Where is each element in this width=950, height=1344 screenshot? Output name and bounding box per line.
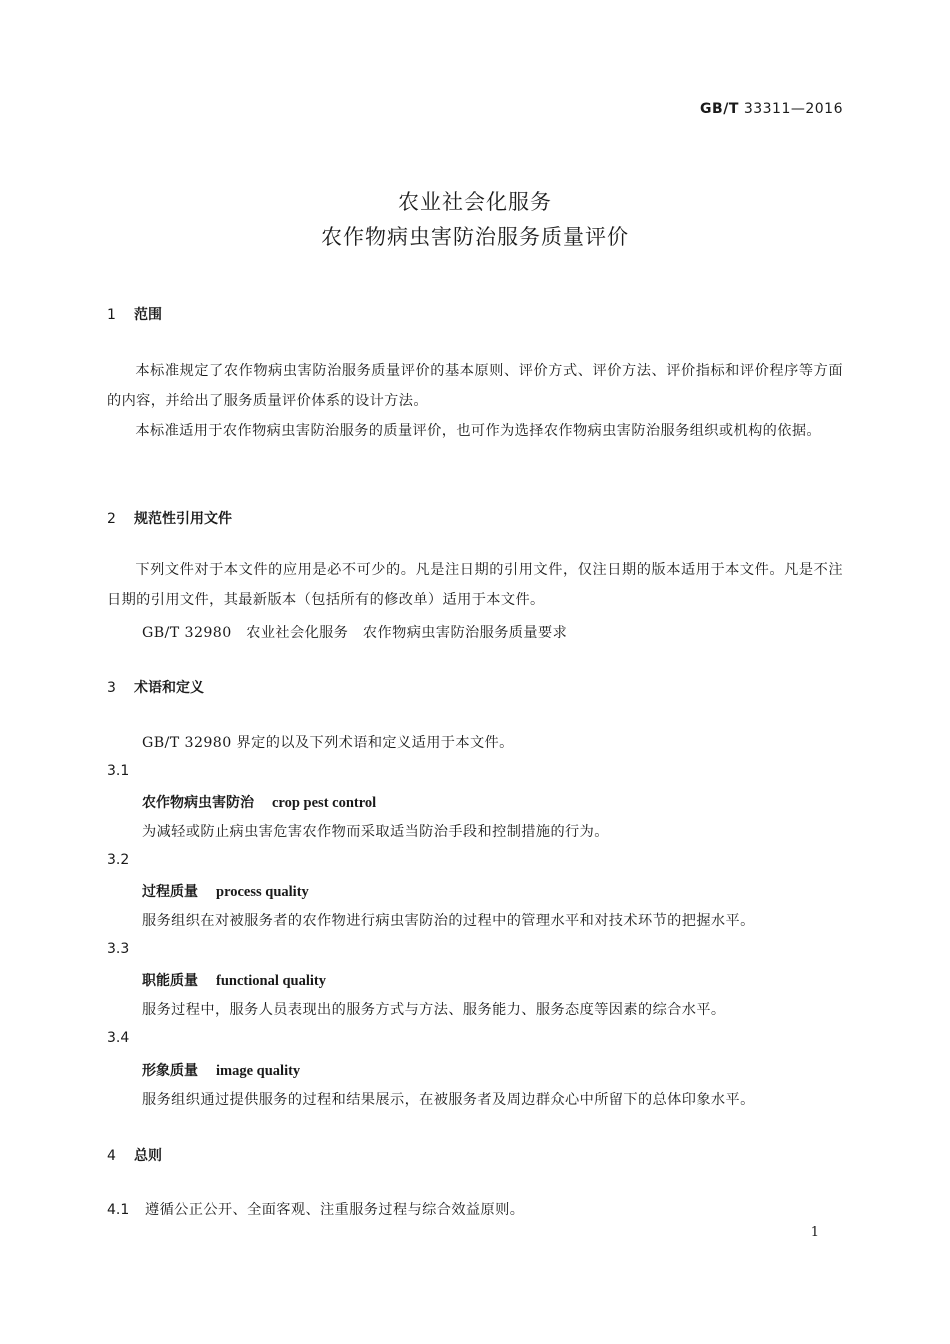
term-definition: 服务组织通过提供服务的过程和结果展示，在被服务者及周边群众心中所留下的总体印象水平。 — [142, 1092, 755, 1108]
clause-number: 4.1 — [107, 1202, 130, 1218]
section-1-title: 范围 — [134, 307, 162, 323]
term-definition: 服务过程中，服务人员表现出的服务方式与方法、服务能力、服务态度等因素的综合水平。 — [142, 1002, 726, 1018]
clause-text: 遵循公正公开、全面客观、注重服务过程与综合效益原则。 — [145, 1202, 525, 1218]
term-name-zh: 职能质量 — [142, 973, 198, 989]
term-number: 3.3 — [107, 941, 130, 957]
term-name-zh: 农作物病虫害防治 — [142, 795, 254, 811]
clause-4-1 — [107, 1199, 524, 1219]
term-definition: 为减轻或防止病虫害危害农作物而采取适当防治手段和控制措施的行为。 — [142, 824, 609, 840]
section-1-number: 1 — [107, 307, 116, 323]
section-3-number: 3 — [107, 680, 116, 696]
term-definition: 服务组织在对被服务者的农作物进行病虫害防治的过程中的管理水平和对技术环节的把握水平。 — [142, 913, 755, 929]
term-name — [142, 881, 309, 901]
term-name-en: crop pest control — [272, 795, 377, 811]
term-name — [142, 970, 326, 990]
section-1-paragraph-2: 本标准适用于农作物病虫害防治服务的质量评价，也可作为选择农作物病虫害防治服务组织或机构的依据。 — [135, 423, 822, 439]
term-number: 3.1 — [107, 763, 130, 779]
section-2-title: 规范性引用文件 — [134, 511, 232, 527]
term-name-zh: 形象质量 — [142, 1063, 198, 1079]
term-name-en: process quality — [216, 884, 309, 900]
term-number: 3.4 — [107, 1030, 130, 1046]
standard-code-number: 33311—2016 — [743, 101, 843, 117]
section-4-title: 总则 — [134, 1148, 162, 1164]
page-number: 1 — [810, 1225, 819, 1240]
term-number: 3.2 — [107, 852, 130, 868]
standard-code-prefix: GB/T — [700, 101, 739, 117]
section-1-heading — [107, 304, 162, 324]
term-name-en: image quality — [216, 1063, 301, 1079]
document-title-line2: 农作物病虫害防治服务质量评价 — [321, 225, 629, 249]
section-2-number: 2 — [107, 511, 116, 527]
term-name — [142, 792, 376, 812]
section-1-paragraph-1: 本标准规定了农作物病虫害防治服务质量评价的基本原则、评价方式、评价方法、评价指标和评价程序等方面的内容，并给出了服务质量评价体系的设计方法。 — [107, 363, 843, 409]
term-name-en: functional quality — [216, 973, 326, 989]
section-2-paragraph-1: 下列文件对于本文件的应用是必不可少的。凡是注日期的引用文件，仅注日期的版本适用于本文件。凡是不注日期的引用文件，其最新版本（包括所有的修改单）适用于本文件。 — [107, 562, 843, 608]
section-3-heading — [107, 677, 204, 697]
section-2-heading — [107, 508, 232, 528]
standard-code — [700, 101, 843, 117]
term-name — [142, 1060, 300, 1080]
section-3-title: 术语和定义 — [134, 680, 204, 696]
document-title-line1: 农业社会化服务 — [398, 190, 552, 214]
section-4-heading — [107, 1145, 162, 1165]
section-4-number: 4 — [107, 1148, 116, 1164]
normative-reference: GB/T 32980 农业社会化服务 农作物病虫害防治服务质量要求 — [142, 625, 568, 641]
section-3-intro: GB/T 32980 界定的以及下列术语和定义适用于本文件。 — [142, 735, 514, 751]
term-name-zh: 过程质量 — [142, 884, 198, 900]
